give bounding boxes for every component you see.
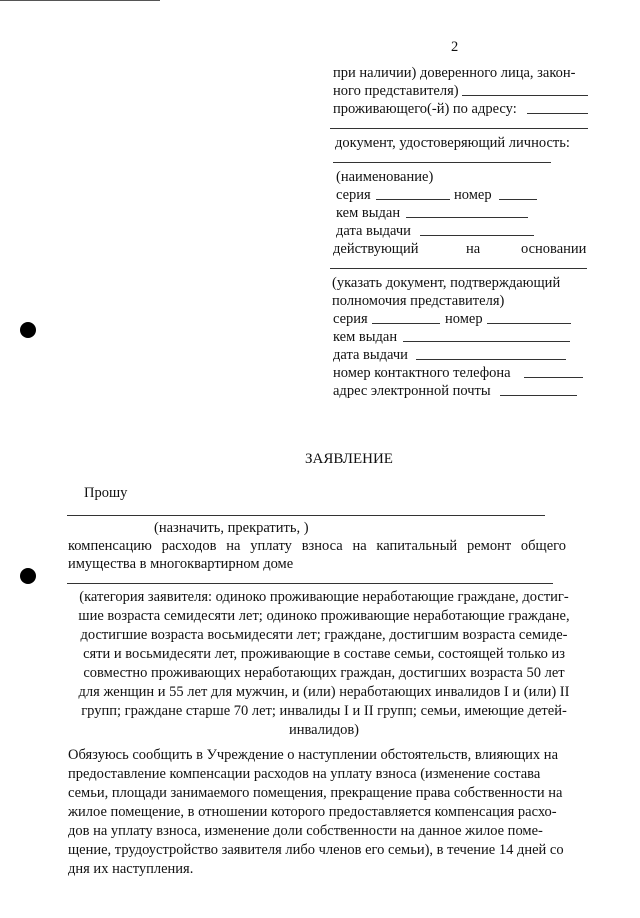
name-hint: (наименование) [336, 169, 434, 185]
request-text: имущества в многоквартирном доме [68, 556, 294, 572]
category-line: совместно проживающих неработающих граждан, достигших возраста 50 лет [83, 665, 565, 681]
issue-date-label: дата выдачи [333, 347, 408, 363]
obligation-line: жилое помещение, в отношении которого предоставляется компенсация расхо- [68, 804, 557, 820]
obligation-line: Обязуюсь сообщить в Учреждение о наступлении обстоятельств, влияющих на [68, 747, 559, 763]
number-label: номер [445, 311, 483, 327]
id-document-label: документ, удостоверяющий личность: [335, 135, 570, 151]
series-field[interactable] [372, 323, 440, 324]
number-field[interactable] [499, 199, 537, 200]
address-label: проживающего(-й) по адресу: [333, 101, 517, 117]
category-line: инвалидов) [288, 722, 360, 738]
request-label: Прошу [84, 485, 128, 501]
rep-doc-hint: полномочия представителя) [332, 293, 505, 309]
number-label: номер [454, 187, 492, 203]
address-field-2[interactable] [330, 128, 588, 129]
acting-label: действующий [333, 241, 419, 257]
category-line: достигшие возраста восьмидесяти лет; граждане, достигшим возраста семиде- [80, 627, 568, 643]
phone-field[interactable] [524, 377, 583, 378]
category-line: для женщин и 55 лет для мужчин, и (или) неработающих инвалидов I и (или) II [78, 684, 570, 700]
address-field[interactable] [527, 113, 588, 114]
category-line: шие возраста семидесяти лет; одиноко проживающие неработающие граждане, [78, 608, 570, 624]
blank-line [462, 95, 588, 96]
series-label: серия [333, 311, 368, 327]
document-title: ЗАЯВЛЕНИЕ [305, 451, 393, 467]
series-label: серия [336, 187, 371, 203]
obligation-line: семьи, площади занимаемого помещения, прекращение права собственности на [68, 785, 563, 801]
obligation-line: предоставление компенсации расходов на уплату взноса (изменение состава [68, 766, 541, 782]
category-line: групп; граждане старше 70 лет; инвалиды I и II групп; семьи, имеющие детей- [81, 703, 567, 719]
basis-document-field[interactable] [330, 268, 587, 269]
obligation-line: дня их наступления. [68, 861, 194, 877]
issued-by-field[interactable] [403, 341, 570, 342]
number-field[interactable] [487, 323, 571, 324]
scan-top-line [0, 0, 160, 1]
email-field[interactable] [500, 395, 577, 396]
text-line: ного представителя) [333, 83, 459, 99]
issue-date-field[interactable] [420, 235, 534, 236]
rep-doc-hint: (указать документ, подтверждающий [332, 275, 561, 291]
request-text: компенсацию расходов на уплату взноса на капитальный ремонт общего [68, 538, 566, 554]
issue-date-label: дата выдачи [336, 223, 411, 239]
acting-label: основании [521, 241, 587, 257]
issued-by-label: кем выдан [333, 329, 398, 345]
request-field[interactable] [67, 515, 545, 516]
phone-label: номер контактного телефона [333, 365, 511, 381]
category-field[interactable] [67, 583, 553, 584]
acting-label: на [466, 241, 481, 257]
issued-by-label: кем выдан [336, 205, 401, 221]
page-number: 2 [451, 39, 459, 55]
email-label: адрес электронной почты [333, 383, 491, 399]
obligation-line: щение, трудоустройство заявителя либо членов его семьи), в течение 14 дней со [68, 842, 564, 858]
category-line: сяти и восьмидесяти лет, проживающие в составе семьи, состоящей только из [83, 646, 565, 662]
hole-punch-mark [20, 322, 36, 338]
issue-date-field[interactable] [416, 359, 566, 360]
category-line: (категория заявителя: одиноко проживающие неработающие граждане, достиг- [79, 589, 569, 605]
issued-by-field[interactable] [406, 217, 528, 218]
request-hint: (назначить, прекратить, ) [154, 520, 309, 536]
text-line: при наличии) доверенного лица, закон- [333, 65, 576, 81]
series-field[interactable] [376, 199, 450, 200]
hole-punch-mark [20, 568, 36, 584]
id-document-field[interactable] [333, 162, 551, 163]
obligation-line: дов на уплату взноса, изменение доли собственности на данное жилое поме- [68, 823, 543, 839]
